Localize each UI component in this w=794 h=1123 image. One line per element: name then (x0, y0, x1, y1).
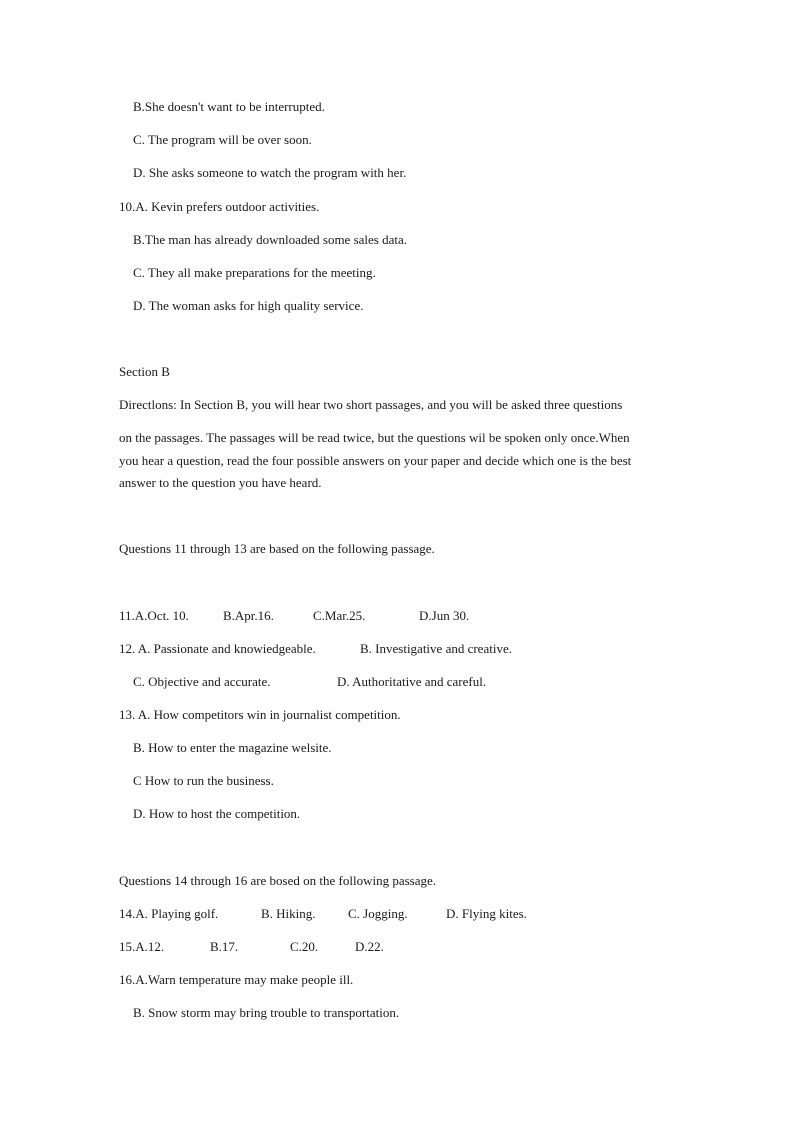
question-item: 16.A.Warn temperature may make people ill. (119, 972, 354, 987)
answer-option: C. Jogging. (348, 906, 408, 921)
answer-option: C.20. (290, 939, 319, 954)
paragraph-line: on the passages. The passages will be read twice, but the questions wil be spoken only once.When (119, 430, 630, 445)
answer-option: 15.A.12. (119, 939, 165, 954)
answer-option: C. They all make preparations for the meeting. (133, 265, 376, 280)
paragraph-line: you hear a question, read the four possible answers on your paper and decide which one is the best (119, 453, 632, 468)
answer-option: D. The woman asks for high quality service. (133, 298, 364, 313)
answer-option: D.22. (355, 939, 384, 954)
answer-option: 14.A. Playing golf. (119, 906, 219, 921)
answer-option: C. The program will be over soon. (133, 132, 312, 147)
answer-option: D.Jun 30. (419, 608, 470, 623)
answer-option: B. Investigative and creative. (360, 641, 512, 656)
answer-option: C How to run the business. (133, 773, 274, 788)
answer-option: B.She doesn't want to be interrupted. (133, 99, 325, 114)
answer-option: B.Apr.16. (223, 608, 274, 623)
answer-option: 11.A.Oct. 10. (119, 608, 189, 623)
paragraph-line: Questions 11 through 13 are based on the following passage. (119, 541, 435, 556)
question-item: 13. A. How competitors win in journalist competition. (119, 707, 401, 722)
answer-option: D. How to host the competition. (133, 806, 301, 821)
answer-option: D. Authoritative and careful. (337, 674, 487, 689)
paragraph-line: answer to the question you have heard. (119, 475, 322, 490)
answer-option: C.Mar.25. (313, 608, 366, 623)
answer-option: B.17. (210, 939, 239, 954)
answer-option: B. How to enter the magazine welsite. (133, 740, 332, 755)
answer-option: C. Objective and accurate. (133, 674, 271, 689)
answer-option: B. Snow storm may bring trouble to transportation. (133, 1005, 400, 1020)
answer-option: D. She asks someone to watch the program with her. (133, 165, 407, 180)
section-heading: Section B (119, 364, 170, 379)
answer-option: 12. A. Passionate and knowiedgeable. (119, 641, 316, 656)
paragraph-line: Questions 14 through 16 are bosed on the following passage. (119, 873, 437, 888)
answer-option: B.The man has already downloaded some sales data. (133, 232, 407, 247)
paragraph-line: Directlons: In Section B, you will hear two short passages, and you will be asked three questions (119, 397, 623, 412)
answer-option: B. Hiking. (261, 906, 316, 921)
answer-option: D. Flying kites. (446, 906, 527, 921)
question-item: 10.A. Kevin prefers outdoor activities. (119, 199, 320, 214)
